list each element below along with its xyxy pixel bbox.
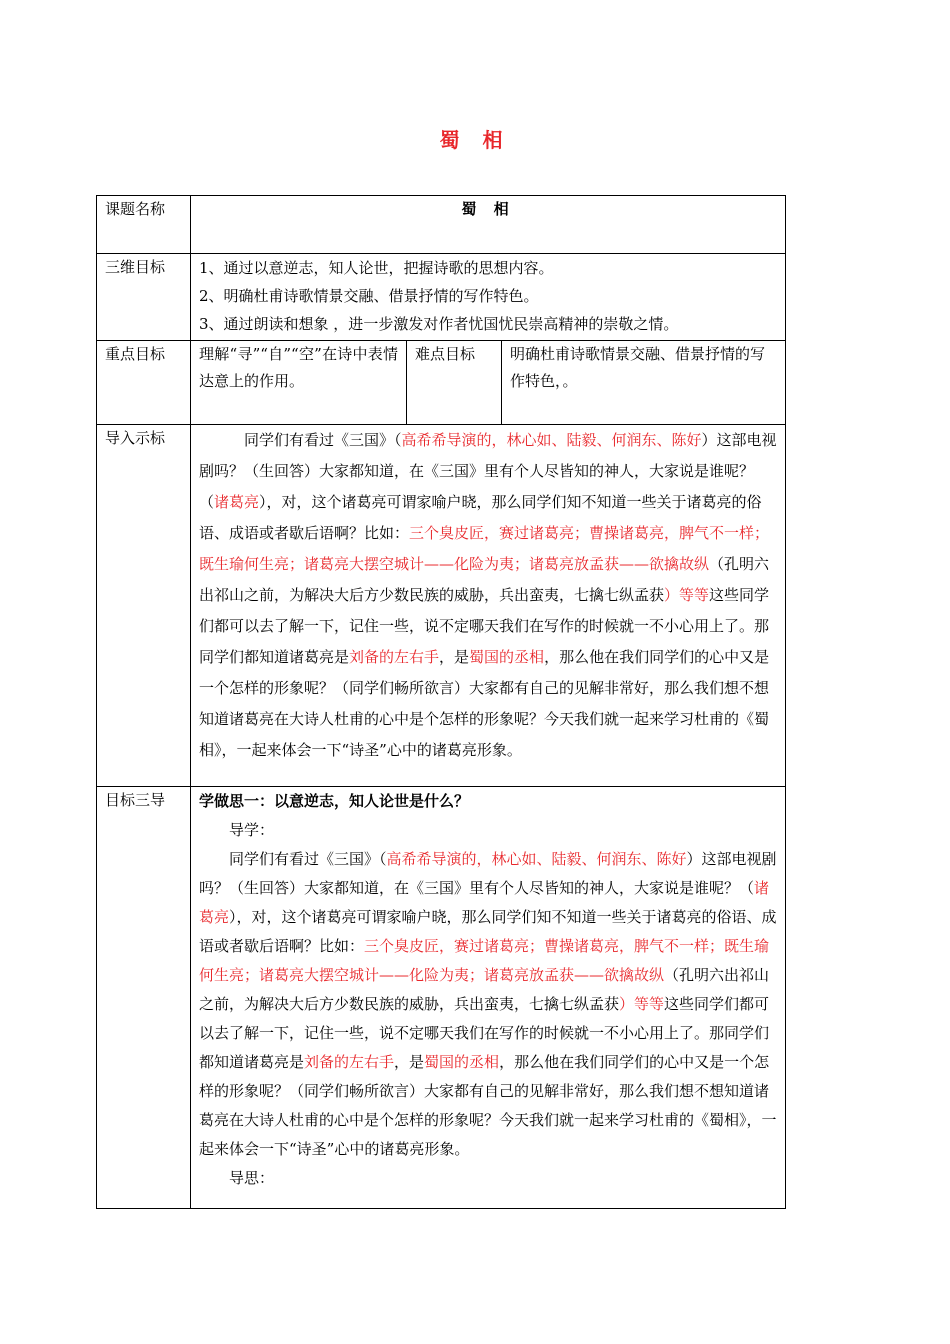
- goals-cell: [191, 254, 786, 341]
- label-topic: 课题名称: [97, 196, 191, 254]
- guide-highlight: 刘备的左右手: [304, 1053, 395, 1071]
- difficulty-value: 明确杜甫诗歌情景交融、借景抒情的写作特色，。: [502, 341, 786, 425]
- topic-value: 蜀 相: [191, 196, 786, 254]
- guide-text: 这些同学们都可以去了解一下，记住一些，说不定哪天我们在写作的时候就一不小心用上了。那同学们都知道诸葛亮是: [199, 995, 770, 1071]
- guide-highlight: ）等等: [619, 995, 665, 1013]
- key-value: 理解“寻”“自”“空”在诗中表情达意上的作用。: [191, 341, 407, 425]
- label-goals: 三维目标: [97, 254, 191, 341]
- label-intro: 导入示标: [97, 425, 191, 787]
- intro-text: （孔明六出祁山之前，为解决大后方少数民族的威胁，兵出蛮夷，七擒七纵孟获: [199, 555, 770, 604]
- intro-highlight: ）等等: [664, 586, 710, 604]
- intro-text: ，那么他在我们同学们的心中又是一个怎样的形象呢？（同学们畅所欲言）大家都有自己的见解非常好，那么我们想不想知道诸葛亮在大诗人杜甫的心中是个怎样的形象呢？今天我们就一起来学习杜甫的《蜀相》，一起来体会一下“诗圣”心中的诸葛亮形象。: [199, 648, 770, 759]
- intro-highlight: 刘备的左右手: [349, 648, 440, 666]
- intro-highlight: 高希希导演的，林心如、陆毅、何润东、陈好: [401, 431, 702, 449]
- guide-daosi: 导思：: [229, 1169, 275, 1187]
- guide-text: 同学们有看过《三国》（: [229, 850, 387, 868]
- label-difficulty: 难点目标: [407, 341, 502, 425]
- intro-text: 同学们有看过《三国》（: [244, 431, 402, 449]
- intro-text: ，是: [439, 648, 470, 666]
- guide-text: ），对，这个诸葛亮可谓家喻户晓，那么同学们知不知道一些关于诸葛亮的俗语、成语或者歇后语啊？比如：: [199, 908, 777, 955]
- intro-text: ）这部电视剧吗？（生回答）大家都知道，在《三国》里有个人尽皆知的神人，大家说是谁呢？（: [199, 431, 777, 511]
- goal-item: 2、明确杜甫诗歌情景交融、借景抒情的写作特色。: [199, 287, 539, 305]
- page-title: 蜀 相: [439, 128, 511, 152]
- guide-text: （孔明六出祁山之前，为解决大后方少数民族的威胁，兵出蛮夷，七擒七纵孟获: [199, 966, 770, 1013]
- row-key: [97, 341, 786, 425]
- guide-paragraph: [199, 845, 777, 1164]
- guide-highlight: 高希希导演的，林心如、陆毅、何润东、陈好: [386, 850, 687, 868]
- intro-text: 这些同学们都可以去了解一下，记住一些，说不定哪天我们在写作的时候就一不小心用上了。那同学们都知道诸葛亮是: [199, 586, 770, 666]
- goal-item: 1、通过以意逆志，知人论世，把握诗歌的思想内容。: [199, 259, 554, 277]
- guide-cell: [191, 787, 786, 1209]
- guide-highlight: 三个臭皮匠，赛过诸葛亮；曹操诸葛亮，脾气不一样；既生瑜何生亮；诸葛亮大摆空城计——化险为夷；诸葛亮放孟获——欲擒故纵: [199, 937, 770, 984]
- intro-cell: [191, 425, 786, 787]
- guide-text: ，那么他在我们同学们的心中又是一个怎样的形象呢？（同学们畅所欲言）大家都有自己的见解非常好，那么我们想不想知道诸葛亮在大诗人杜甫的心中是个怎样的形象呢？今天我们就一起来学习杜甫的《蜀相》，一起来体会一下“诗圣”心中的诸葛亮形象。: [199, 1053, 777, 1158]
- goal-item: 3、通过朗读和想象 ，进一步激发对作者忧国忧民崇高精神的崇敬之情。: [199, 315, 679, 333]
- intro-highlight: 蜀国的丞相: [469, 648, 545, 666]
- guide-highlight: 诸葛亮: [199, 879, 770, 926]
- guide-heading: 学做思一：以意逆志，知人论世是什么？: [199, 792, 470, 810]
- guide-text: ，是: [394, 1053, 425, 1071]
- guide-text: ）这部电视剧吗？（生回答）大家都知道，在《三国》里有个人尽皆知的神人，大家说是谁呢？（: [199, 850, 777, 897]
- intro-paragraph: [199, 425, 777, 766]
- label-guide: 目标三导: [97, 787, 191, 1209]
- label-key: 重点目标: [97, 341, 191, 425]
- guide-highlight: 蜀国的丞相: [424, 1053, 500, 1071]
- intro-highlight: 诸葛亮: [214, 493, 260, 511]
- guide-daoxue: 导学：: [229, 821, 275, 839]
- intro-highlight: 三个臭皮匠，赛过诸葛亮；曹操诸葛亮，脾气不一样；既生瑜何生亮；诸葛亮大摆空城计——化险为夷；诸葛亮放孟获——欲擒故纵: [199, 524, 770, 573]
- intro-text: ），对，这个诸葛亮可谓家喻户晓，那么同学们知不知道一些关于诸葛亮的俗语、成语或者歇后语啊？比如：: [199, 493, 762, 542]
- row-guide: [97, 787, 786, 1209]
- row-intro: [97, 425, 786, 787]
- row-goals: [97, 254, 786, 341]
- lesson-table: [96, 195, 786, 1209]
- row-topic: [97, 196, 786, 254]
